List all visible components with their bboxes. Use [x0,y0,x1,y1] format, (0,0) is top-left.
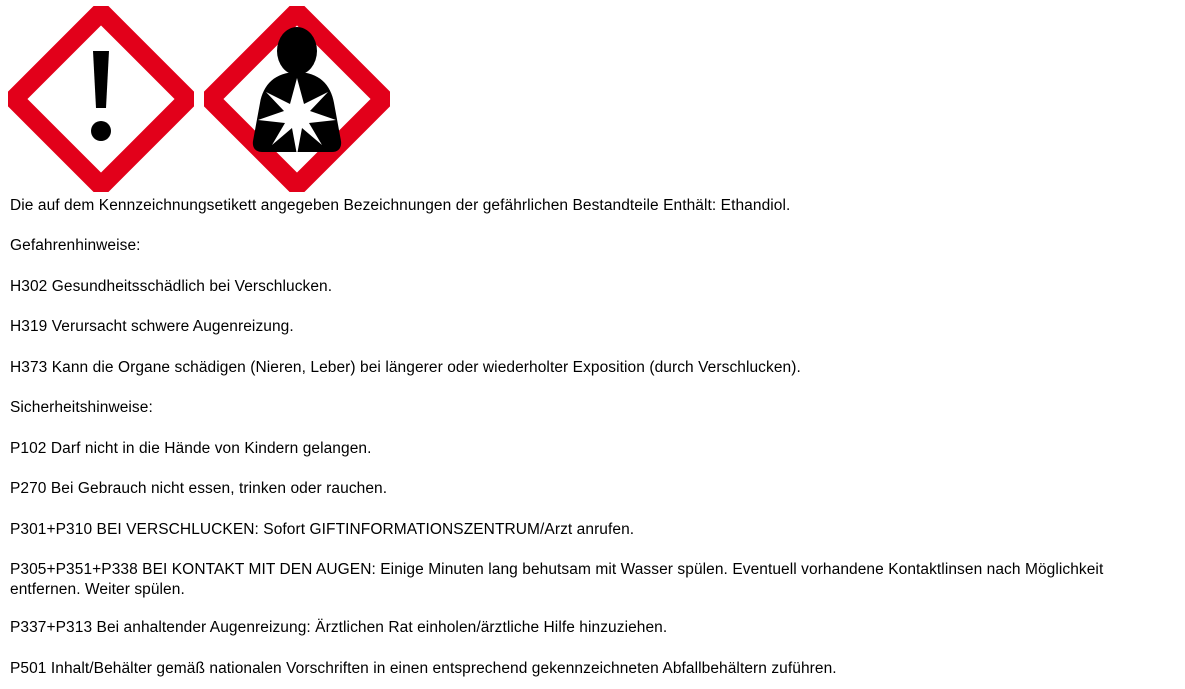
hazard-text-block [0,196,1185,679]
precautionary-statement-p305-p351-p338: P305+P351+P338 BEI KONTAKT MIT DEN AUGEN: Einige Minuten lang behutsam mit Wasser spülen. Eventuell vorhandene Kontaktlinsen nach Möglichkeit entfernen. Weiter spülen. [10,561,1104,599]
hazard-statement-h373: H373 Kann die Organe schädigen (Nieren, Leber) bei längerer oder wiederholter Exposition (durch Verschlucken). [10,358,801,376]
hazard-statements-heading: Gefahrenhinweise: [10,237,141,255]
precautionary-statement-p270: P270 Bei Gebrauch nicht essen, trinken oder rauchen. [10,480,388,498]
hazard-pictogram-row [0,0,1185,196]
hazard-statement-h319: H319 Verursacht schwere Augenreizung. [10,318,294,336]
hazard-statement-h302: H302 Gesundheitsschädlich bei Verschlucken. [10,277,333,295]
precautionary-statement-p501: P501 Inhalt/Behälter gemäß nationalen Vorschriften in einen entsprechend gekennzeichneten Abfallbehältern zuführen. [10,659,837,677]
precautionary-statement-p102: P102 Darf nicht in die Hände von Kindern gelangen. [10,439,372,457]
ghs08-health-hazard-icon [204,6,390,192]
hazardous-components-paragraph: Die auf dem Kennzeichnungsetikett angegeben Bezeichnungen der gefährlichen Bestandteile Enthält: Ethandiol. [10,197,791,214]
ghs07-exclamation-mark-icon [8,6,194,192]
precautionary-statements-heading: Sicherheitshinweise: [10,399,153,417]
precautionary-statement-p301-p310: P301+P310 BEI VERSCHLUCKEN: Sofort GIFTINFORMATIONSZENTRUM/Arzt anrufen. [10,520,635,538]
precautionary-statement-p337-p313: P337+P313 Bei anhaltender Augenreizung: Ärztlichen Rat einholen/ärztliche Hilfe hinzuziehen. [10,619,668,637]
